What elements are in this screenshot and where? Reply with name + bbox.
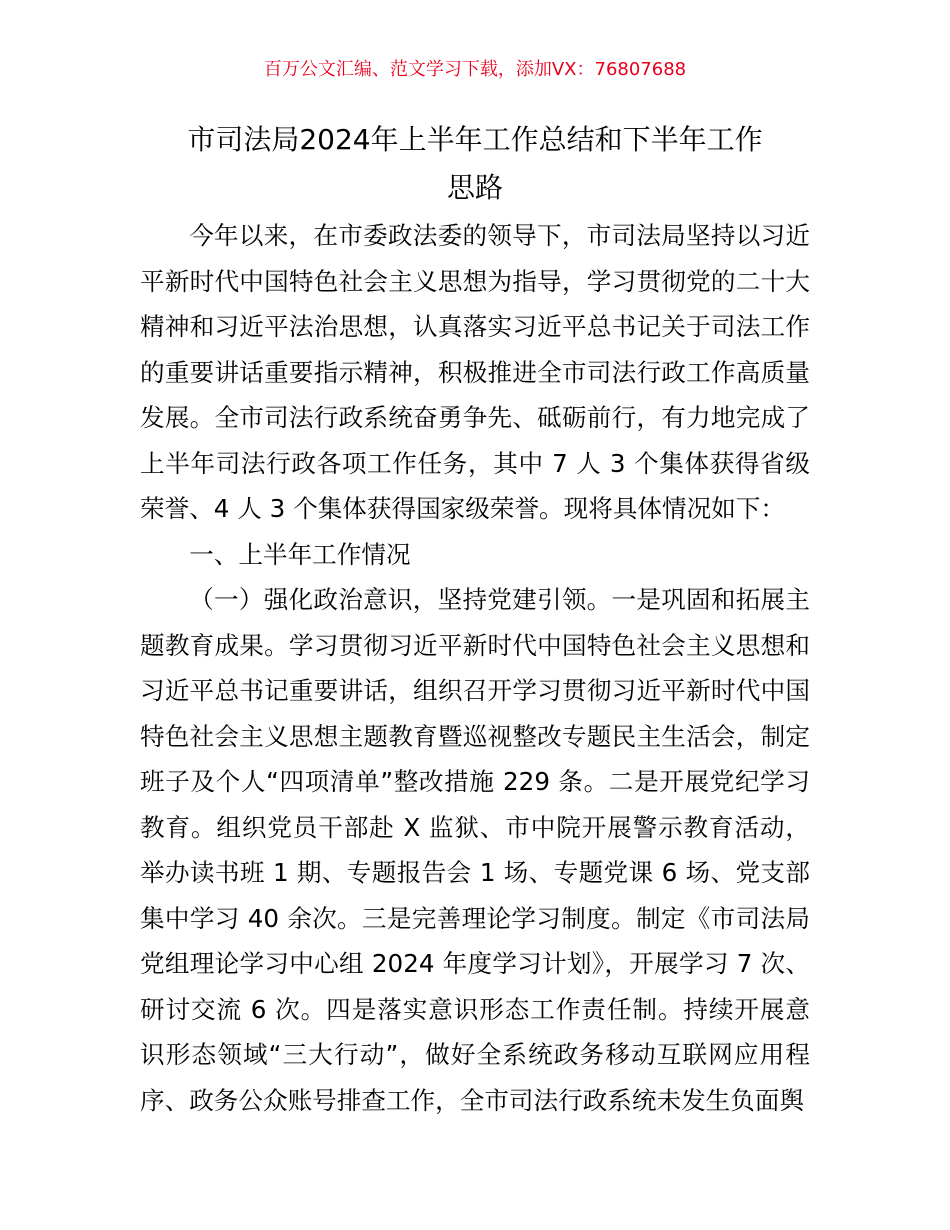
section-paragraph: （一）强化政治意识，坚持党建引领。一是巩固和拓展主题教育成果。学习贯彻习近平新时代中国特色社会主义思想和习近平总书记重要讲话，组织召开学习贯彻习近平新时代中国特色社会主义思想主题教育暨巡视整改专题民主生活会，制定班子及个人“四项清单”整改措施 229 条。二是开展党纪学习教育。组织党员干部赴 X 监狱、市中院开展警示教育活动，举办读书班 1 期、专题报告会 1 场、专题党课 6 场、党支部集中学习 40 余次。三是完善理论学习制度。制定《市司法局党组理论学习中心组 2024 年度学习计划》，开展学习 7 次、研讨交流 6 次。四是落实意识形态工作责任制。持续开展意识形态领域“三大行动”，做好全系统政务移动互联网应用程序、政务公众账号排查工作，全市司法行政系统未发生负面舆 xyxy=(140,585,810,1115)
document-title xyxy=(140,116,810,212)
title-line-1: 市司法局2024年上半年工作总结和下半年工作 xyxy=(187,123,763,156)
intro-paragraph: 今年以来，在市委政法委的领导下，市司法局坚持以习近平新时代中国特色社会主义思想为指导，学习贯彻党的二十大精神和习近平法治思想，认真落实习近平总书记关于司法工作的重要讲话重要指示精神，积极推进全市司法行政工作高质量发展。全市司法行政系统奋勇争先、砥砺前行，有力地完成了上半年司法行政各项工作任务，其中 7 人 3 个集体获得省级荣誉、4 人 3 个集体获得国家级荣誉。现将具体情况如下： xyxy=(140,221,810,523)
title-line-2: 思路 xyxy=(446,171,503,204)
header-note: 百万公文汇编、范文学习下载，添加VX：76807688 xyxy=(263,59,687,80)
section-heading: 一、上半年工作情况 xyxy=(189,539,411,569)
document-body xyxy=(140,213,810,1123)
